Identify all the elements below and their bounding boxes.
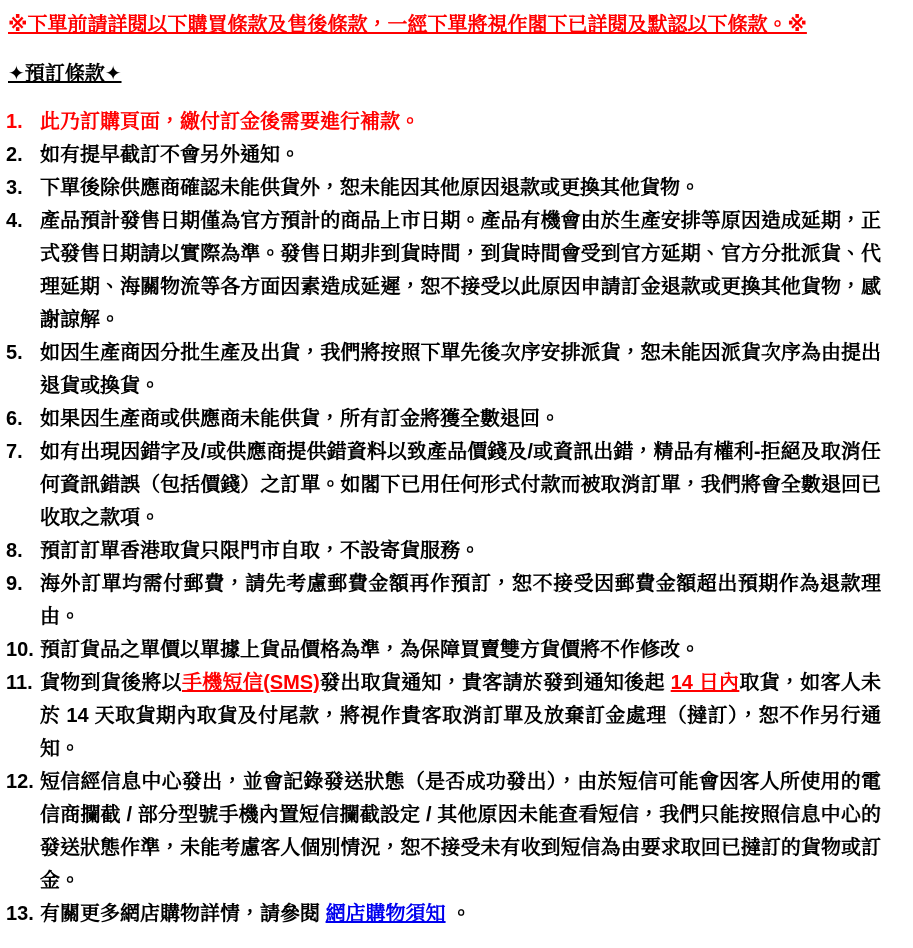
term-segment: 發出取貨通知，貴客請於發到通知後起 (319, 672, 671, 694)
term-number: 7. (6, 441, 23, 463)
term-text (40, 898, 881, 931)
term-text: 如果因生產商或供應商未能供貨，所有訂金將獲全數退回。 (40, 408, 560, 430)
section-title-text: ✦預訂條款✦ (8, 63, 122, 85)
term-item-3 (6, 172, 881, 205)
term-item-9 (6, 568, 881, 634)
term-text: 產品預計發售日期僅為官方預計的商品上市日期。產品有機會由於生產安排等原因造成延期，正式發售日期請以實際為準。發售日期非到貨時間，到貨時間會受到官方延期、官方分批派貨、代理延期、海關物流等各方面因素造成延遲，恕不接受以此原因申請訂金退款或更換其他貨物，感謝諒解。 (40, 210, 881, 331)
term-item-2 (6, 139, 881, 172)
term-item-13 (6, 898, 881, 931)
term-text: 此乃訂購頁面，繳付訂金後需要進行補款。 (40, 111, 420, 133)
term-text: 預訂貨品之單價以單據上貨品價格為準，為保障買賣雙方貨價將不作修改。 (40, 639, 700, 661)
term-text: 預訂訂單香港取貨只限門市自取，不設寄貨服務。 (40, 540, 480, 562)
term-number: 8. (6, 540, 23, 562)
term-number: 13. (6, 903, 34, 925)
term-text: 下單後除供應商確認未能供貨外，恕未能因其他原因退款或更換其他貨物。 (40, 177, 700, 199)
term-number: 6. (6, 408, 23, 430)
term-number: 1. (6, 111, 23, 133)
term-item-5 (6, 337, 881, 403)
term-text: 短信經信息中心發出，並會記錄發送狀態（是否成功發出），由於短信可能會因客人所使用的電信商攔截 / 部分型號手機內置短信攔截設定 / 其他原因未能查看短信，我們只能按照信息中心的發送狀態作準，未能考慮客人個別情況，恕不接受未有收到短信為由要求取回已撻訂的貨物或訂金。 (40, 771, 881, 892)
term-number: 3. (6, 177, 23, 199)
pickup-deadline-highlight: 14 日內 (670, 672, 740, 694)
term-number: 9. (6, 573, 23, 595)
term-segment: 取貨，如客人未於 14 天取貨期內取貨及付尾款，將視作貴客取消訂單及放棄訂金處理（撻訂），恕不作另行通知。 (40, 672, 882, 760)
term-item-12 (6, 766, 881, 898)
term-segment: 有關更多網店購物詳情，請參閱 (40, 903, 326, 925)
section-title-preorder-terms (8, 58, 881, 91)
term-text: 如有提早截訂不會另外通知。 (40, 144, 300, 166)
term-segment: 。 (445, 903, 472, 925)
term-number: 11. (6, 672, 33, 694)
term-item-4 (6, 205, 881, 337)
term-number: 4. (6, 210, 23, 232)
term-item-8 (6, 535, 881, 568)
term-text: 如有出現因錯字及/或供應商提供錯資料以致產品價錢及/或資訊出錯，精品有權利-拒絕及取消任何資訊錯誤（包括價錢）之訂單。如閣下已用任何形式付款而被取消訂單，我們將會全數退回已收取之款項。 (40, 441, 881, 529)
term-item-11 (6, 667, 881, 766)
term-segment: 貨物到貨後將以 (40, 672, 182, 694)
term-number: 5. (6, 342, 23, 364)
term-item-1 (6, 106, 881, 139)
term-text: 如因生產商因分批生產及出貨，我們將按照下單先後次序安排派貨，恕未能因派貨次序為由提出退貨或換貨。 (40, 342, 881, 397)
term-text: 海外訂單均需付郵費，請先考慮郵費金額再作預訂，恕不接受因郵費金額超出預期作為退款理由。 (40, 573, 881, 628)
preorder-notice: ※下單前請詳閱以下購買條款及售後條款，一經下單將視作閣下已詳閱及默認以下條款。※ (8, 14, 807, 36)
terms-list (6, 106, 881, 931)
term-number: 2. (6, 144, 23, 166)
term-number: 12. (6, 771, 34, 793)
term-item-6 (6, 403, 881, 436)
term-number: 10. (6, 639, 34, 661)
term-text (40, 667, 881, 766)
term-item-10 (6, 634, 881, 667)
sms-highlight: 手機短信(SMS) (181, 672, 320, 694)
shop-guide-link[interactable]: 網店購物須知 (325, 903, 446, 925)
term-item-7 (6, 436, 881, 535)
